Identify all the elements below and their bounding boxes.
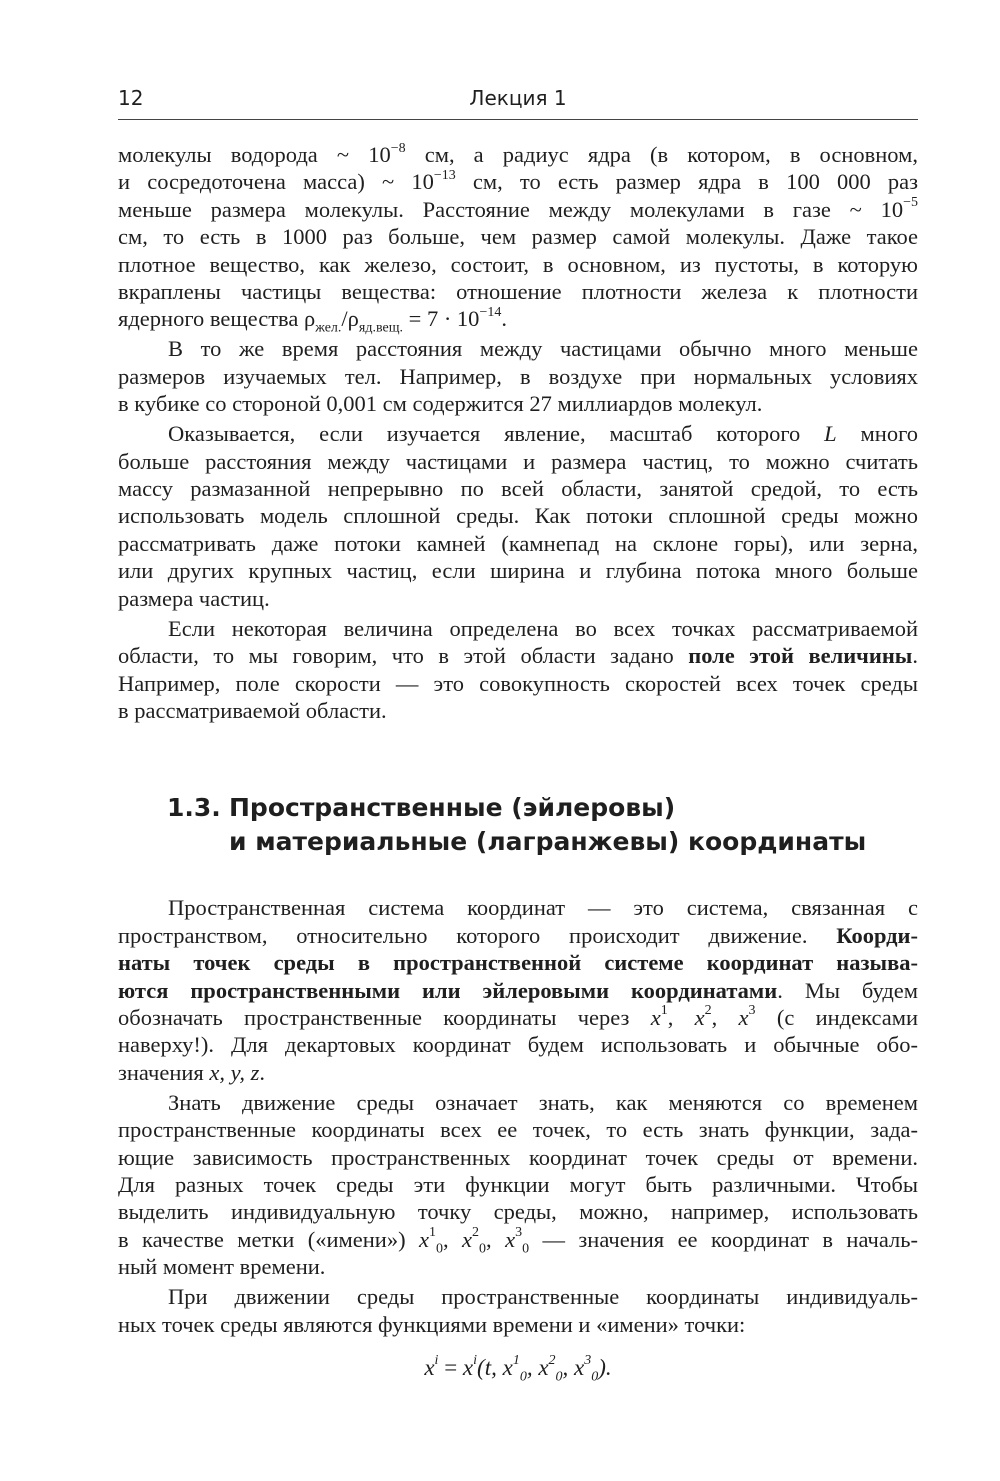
text-line: в качестве метки («имени») $x^1_0$, $x^2_0$, $x^3_0$ — значения ее координат в началь- — [118, 1225, 919, 1257]
display-formula: $x^i = x^i(t$, $x^1_0$, $x^2_0$, $x^3_0$). — [424, 1353, 612, 1385]
paragraph-5 — [118, 894, 918, 1086]
text-line: наты точек среды в пространственной системе координат называ- — [118, 950, 918, 976]
text-line: Знать движение среды означает знать, как меняются со временем — [168, 1089, 918, 1115]
text-line: и сосредоточена масса) ~ $10^{-13}$ см, то есть размер ядра в 100 000 раз — [118, 167, 919, 195]
text-line: Например, поле скорости — это совокупность скоростей всех точек среды — [118, 670, 918, 696]
text-line: ются пространственными или эйлеровыми координатами. Мы будем — [118, 977, 918, 1003]
section-title-line-1: Пространственные (эйлеровы) — [229, 793, 676, 823]
text-line: пространством, относительно которого происходит движение. Коорди- — [118, 922, 918, 948]
paragraph-7 — [118, 1283, 918, 1338]
page-number: 12 — [118, 86, 144, 110]
text-line: меньше размера молекулы. Расстояние между молекулами в газе ~ $10^{-5}$ — [118, 195, 918, 222]
text-line: в рассматриваемой области. — [118, 697, 387, 723]
text-line: наверху!). Для декартовых координат будем использовать и обычные обо- — [118, 1032, 918, 1058]
text-line: плотное вещество, как железо, состоит, в основном, из пустоты, в которую — [118, 251, 918, 277]
text-line: пространственные координаты всех ее точек, то есть знать функции, зада- — [118, 1117, 918, 1143]
text-line: или других крупных частиц, если ширина и глубина потока много больше — [118, 558, 918, 584]
text-line: Для разных точек среды эти функции могут быть различными. Чтобы — [118, 1171, 918, 1197]
text-line: области, то мы говорим, что в этой области задано поле этой величины. — [118, 643, 918, 669]
paragraph-4 — [118, 615, 918, 725]
section-number: 1.3. — [167, 793, 221, 823]
section-heading — [118, 791, 918, 859]
page-body — [118, 141, 918, 1386]
text-line: см, то есть в 1000 раз больше, чем размер самой молекулы. Даже такое — [118, 224, 918, 250]
text-line: значения x, y, z. — [118, 1059, 265, 1085]
text-line: в кубике со стороной 0,001 см содержится 27 миллиардов молекул. — [118, 391, 763, 417]
text-line: ющие зависимость пространственных координат точек среды от времени. — [118, 1144, 918, 1170]
header-rule — [118, 119, 918, 120]
text-line: Пространственная система координат — это система, связанная с — [168, 895, 918, 921]
text-line: размера частиц. — [118, 585, 270, 611]
text-line: вкраплены частицы вещества: отношение плотности железа к плотности — [118, 279, 918, 305]
text-line: массу размазанной непрерывно по всей области, занятой средой, то есть — [118, 476, 918, 502]
text-line: ный момент времени. — [118, 1254, 326, 1280]
text-line: больше расстояния между частицами и размера частиц, то можно считать — [118, 448, 918, 474]
page-header — [118, 86, 918, 118]
text-line: обозначать пространственные координаты через $x^1$, $x^2$, $x^3$ (с индексами — [118, 1003, 919, 1030]
paragraph-2 — [118, 335, 918, 417]
text-line: ных точек среды являются функциями времени и «имени» точки: — [118, 1311, 746, 1337]
text-line: размеров изучаемых тел. Например, в воздухе при нормальных условиях — [118, 363, 918, 389]
paragraph-1 — [118, 140, 919, 336]
text-line: использовать модель сплошной среды. Как потоки сплошной среды можно — [118, 503, 918, 529]
running-title: Лекция 1 — [469, 86, 567, 110]
text-line: молекулы водорода ~ $10^{-8}$ см, а радиус ядра (в котором, в основном, — [118, 140, 918, 167]
text-line: Если некоторая величина определена во всех точках рассматриваемой — [168, 615, 918, 641]
text-line: рассматривать даже потоки камней (камнепад на склоне горы), или зерна, — [118, 530, 918, 556]
text-line: При движении среды пространственные координаты индивидуаль- — [168, 1284, 918, 1310]
paragraph-3 — [118, 420, 918, 612]
text-line: ядерного вещества $\rho_{жел.}/\rho_{яд.вещ.} = 7 \cdot 10^{-14}$. — [118, 304, 507, 336]
text-line: В то же время расстояния между частицами обычно много меньше — [168, 336, 918, 362]
paragraph-6 — [118, 1089, 918, 1281]
text-line: выделить индивидуальную точку среды, можно, например, использовать — [118, 1199, 918, 1225]
text-line: Оказывается, если изучается явление, масштаб которого L много — [168, 421, 918, 447]
section-title-line-2: и материальные (лагранжевы) координаты — [229, 827, 867, 857]
